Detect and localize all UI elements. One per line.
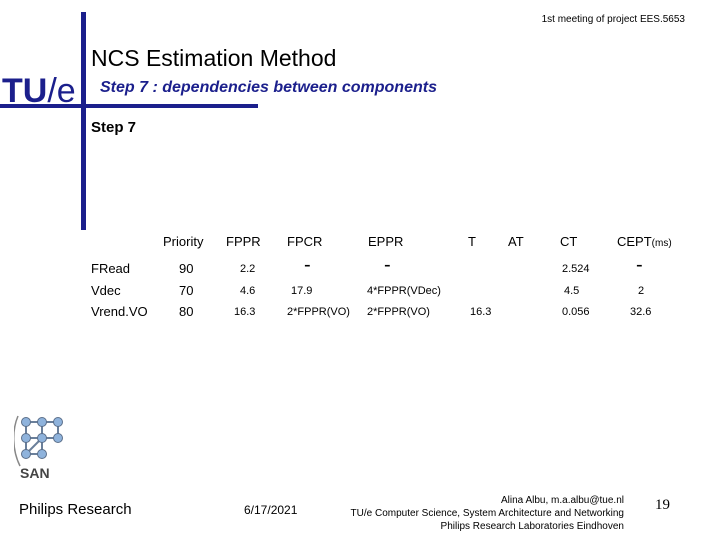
meeting-label: 1st meeting of project EES.5653 [541, 14, 685, 25]
cell-cept: 2 [638, 285, 645, 297]
cell-t: 16.3 [470, 306, 492, 318]
cell-cept: - [636, 254, 643, 276]
cell-eppr: - [384, 254, 391, 276]
footer-contact [351, 494, 624, 533]
cell-fppr: 16.3 [234, 306, 256, 318]
cell-eppr: 2*FPPR(VO) [367, 306, 430, 318]
step-label: Step 7 [91, 119, 137, 136]
header-ct: CT [560, 234, 578, 249]
header-eppr: EPPR [368, 234, 404, 249]
header-fppr: FPPR [226, 234, 261, 249]
footer-date: 6/17/2021 [244, 503, 298, 517]
slide-subtitle: Step 7 : dependencies between components [100, 79, 437, 96]
vertical-accent-bar [81, 12, 86, 230]
contact-line3: Philips Research Laboratories Eindhoven [440, 521, 624, 532]
cell-fppr: 4.6 [240, 285, 256, 297]
cell-ct: 2.524 [562, 263, 590, 275]
tue-logo-text-b: /e [47, 72, 76, 110]
cell-priority: 90 [179, 261, 194, 276]
header-fpcr: FPCR [287, 234, 323, 249]
row-name: Vdec [91, 283, 121, 298]
cell-fppr: 2.2 [240, 263, 256, 275]
slide-title: NCS Estimation Method [91, 45, 337, 71]
cell-eppr: 4*FPPR(VDec) [367, 285, 441, 297]
header-cept-unit: (ms) [651, 238, 672, 249]
header-priority: Priority [163, 234, 204, 249]
san-logo [14, 410, 72, 480]
tue-logo [2, 72, 76, 111]
cell-fpcr: 2*FPPR(VO) [287, 306, 350, 318]
row-name: Vrend.VO [91, 304, 148, 319]
footer-org: Philips Research [19, 501, 132, 518]
san-logo-text: SAN [20, 465, 50, 480]
tue-logo-text-a: TU [2, 72, 48, 110]
cell-fpcr: - [304, 254, 311, 276]
cell-cept: 32.6 [630, 306, 652, 318]
cell-fpcr: 17.9 [291, 285, 313, 297]
header-t: T [468, 234, 476, 249]
contact-line1: Alina Albu, m.a.albu@tue.nl [500, 495, 624, 506]
header-cept [617, 234, 672, 249]
contact-line2: TU/e Computer Science, System Architecture and Networking [350, 508, 624, 519]
page-number: 19 [655, 497, 670, 513]
cell-ct: 4.5 [564, 285, 580, 297]
row-name: FRead [91, 261, 131, 276]
header-at: AT [508, 234, 524, 249]
header-cept-label: CEPT [617, 234, 652, 249]
cell-ct: 0.056 [562, 306, 590, 318]
cell-priority: 70 [179, 283, 194, 298]
cell-priority: 80 [179, 304, 194, 319]
